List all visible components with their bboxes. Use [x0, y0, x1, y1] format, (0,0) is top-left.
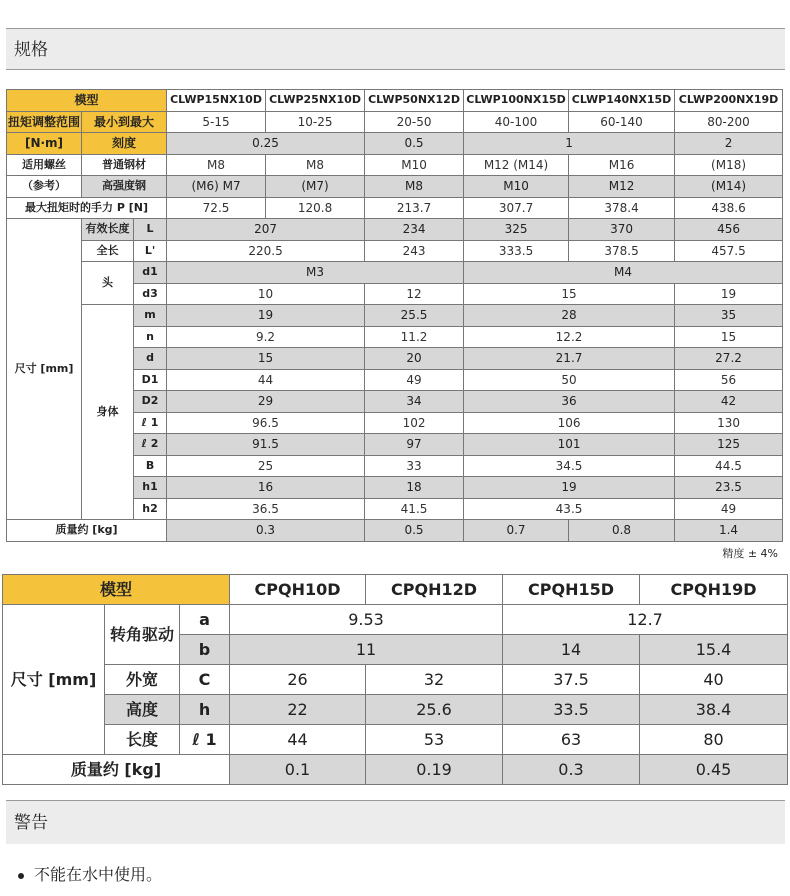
table-cell: 5-15 — [167, 111, 266, 133]
symbol-m: m — [134, 305, 167, 327]
table-cell: 36.5 — [167, 498, 365, 520]
symbol-B: B — [134, 455, 167, 477]
table-cell: 25.5 — [365, 305, 464, 327]
table-cell: 44.5 — [675, 455, 783, 477]
table-cell: 34 — [365, 391, 464, 413]
table-cell: 243 — [365, 240, 464, 262]
table-row — [3, 575, 788, 605]
table-cell: 34.5 — [464, 455, 675, 477]
table-cell: 49 — [365, 369, 464, 391]
table-cell: 91.5 — [167, 434, 365, 456]
head-label: 头 — [82, 262, 134, 305]
symbol-h1: h1 — [134, 477, 167, 499]
table-cell: 19 — [464, 477, 675, 499]
table-row — [3, 755, 788, 785]
table-cell: 12 — [365, 283, 464, 305]
model-name: CLWP25NX10D — [266, 90, 365, 112]
table-cell: 12.7 — [503, 605, 788, 635]
mass-label: 质量约 [kg] — [3, 755, 230, 785]
table-row — [7, 176, 783, 198]
table-cell: (M6) M7 — [167, 176, 266, 198]
warning-section-header — [6, 800, 785, 844]
drive-label: 转角驱动 — [105, 605, 180, 665]
table-cell: 457.5 — [675, 240, 783, 262]
table-cell: 120.8 — [266, 197, 365, 219]
table-cell: 10 — [167, 283, 365, 305]
table-cell: 27.2 — [675, 348, 783, 370]
table-cell: 41.5 — [365, 498, 464, 520]
model-name: CLWP50NX12D — [365, 90, 464, 112]
torque-range-label: 扭矩调整范围 — [7, 111, 82, 133]
table-cell: 15 — [464, 283, 675, 305]
table-cell: 101 — [464, 434, 675, 456]
symbol-L: L — [134, 219, 167, 241]
max-force-label: 最大扭矩时的手力 P [N] — [7, 197, 167, 219]
spec-section-header — [6, 28, 785, 70]
symbol-l2: ℓ 2 — [134, 434, 167, 456]
height-label: 高度 — [105, 695, 180, 725]
table-cell: 44 — [167, 369, 365, 391]
table-cell: 25 — [167, 455, 365, 477]
table-cell: 43.5 — [464, 498, 675, 520]
table-cell: 49 — [675, 498, 783, 520]
table-cell: 15 — [675, 326, 783, 348]
table-cell: 106 — [464, 412, 675, 434]
table-cell: 12.2 — [464, 326, 675, 348]
table-cell: M8 — [167, 154, 266, 176]
table-row — [7, 133, 783, 155]
table-cell: 33 — [365, 455, 464, 477]
model-name: CLWP140NX15D — [569, 90, 675, 112]
spec-section-title: 规格 — [14, 40, 48, 60]
torque-unit-label: [N·m] — [7, 133, 82, 155]
warning-list — [18, 862, 162, 885]
table-cell: 20 — [365, 348, 464, 370]
table-cell: 80-200 — [675, 111, 783, 133]
table-cell: 72.5 — [167, 197, 266, 219]
model-header: 模型 — [3, 575, 230, 605]
table-cell: 0.19 — [366, 755, 503, 785]
symbol-l1: ℓ 1 — [180, 725, 230, 755]
mass-label: 质量约 [kg] — [7, 520, 167, 542]
symbol-b: b — [180, 635, 230, 665]
table-cell: 213.7 — [365, 197, 464, 219]
table-cell: 53 — [366, 725, 503, 755]
symbol-a: a — [180, 605, 230, 635]
table-cell: 2 — [675, 133, 783, 155]
table-cell: 33.5 — [503, 695, 640, 725]
table-cell: 325 — [464, 219, 569, 241]
table-cell: 234 — [365, 219, 464, 241]
table-cell: M8 — [365, 176, 464, 198]
table-cell: (M14) — [675, 176, 783, 198]
model-name: CPQH19D — [640, 575, 788, 605]
table-row — [7, 262, 783, 284]
table-cell: 102 — [365, 412, 464, 434]
table-cell: 18 — [365, 477, 464, 499]
table-cell: 0.1 — [230, 755, 366, 785]
bullet-icon — [18, 873, 24, 879]
table-cell: 16 — [167, 477, 365, 499]
model-name: CLWP200NX19D — [675, 90, 783, 112]
table-cell: 0.5 — [365, 520, 464, 542]
table-cell: 333.5 — [464, 240, 569, 262]
length-label: 长度 — [105, 725, 180, 755]
table-cell: M10 — [464, 176, 569, 198]
wrench-spec-table — [6, 89, 783, 542]
table-cell: M10 — [365, 154, 464, 176]
table-cell: 15 — [167, 348, 365, 370]
table-cell: 9.53 — [230, 605, 503, 635]
normal-steel-label: 普通钢材 — [82, 154, 167, 176]
table-cell: 32 — [366, 665, 503, 695]
high-steel-label: 高强度钢 — [82, 176, 167, 198]
table-row — [3, 695, 788, 725]
table-row — [3, 605, 788, 635]
table-cell: 0.7 — [464, 520, 569, 542]
dimension-label: 尺寸 [mm] — [7, 219, 82, 520]
table-cell: M8 — [266, 154, 365, 176]
table-cell: 307.7 — [464, 197, 569, 219]
table-cell: 220.5 — [167, 240, 365, 262]
accuracy-note: 精度 ± 4% — [722, 547, 778, 560]
table-cell: 370 — [569, 219, 675, 241]
table-cell: M16 — [569, 154, 675, 176]
table-cell: 0.25 — [167, 133, 365, 155]
symbol-d1: d1 — [134, 262, 167, 284]
table-cell: 29 — [167, 391, 365, 413]
table-cell: 28 — [464, 305, 675, 327]
table-cell: 20-50 — [365, 111, 464, 133]
table-cell: 19 — [167, 305, 365, 327]
total-length-label: 全长 — [82, 240, 134, 262]
symbol-h: h — [180, 695, 230, 725]
table-cell: M3 — [167, 262, 464, 284]
table-cell: 63 — [503, 725, 640, 755]
dimension-label: 尺寸 [mm] — [3, 605, 105, 755]
table-cell: 96.5 — [167, 412, 365, 434]
list-item: 不能在水中使用。 — [34, 865, 163, 884]
table-cell: 125 — [675, 434, 783, 456]
symbol-d: d — [134, 348, 167, 370]
table-cell: 42 — [675, 391, 783, 413]
table-cell: (M18) — [675, 154, 783, 176]
effective-length-label: 有效长度 — [82, 219, 134, 241]
table-row — [7, 154, 783, 176]
table-row — [3, 725, 788, 755]
table-cell: 50 — [464, 369, 675, 391]
table-cell: 60-140 — [569, 111, 675, 133]
table-cell: (M7) — [266, 176, 365, 198]
table-cell: 1.4 — [675, 520, 783, 542]
table-cell: 97 — [365, 434, 464, 456]
model-name: CPQH15D — [503, 575, 640, 605]
bolt-label: 适用螺丝 — [7, 154, 82, 176]
table-cell: 207 — [167, 219, 365, 241]
table-cell: 15.4 — [640, 635, 788, 665]
table-row — [7, 219, 783, 241]
table-cell: 11 — [230, 635, 503, 665]
width-label: 外宽 — [105, 665, 180, 695]
table-row — [7, 197, 783, 219]
table-cell: 36 — [464, 391, 675, 413]
model-name: CLWP100NX15D — [464, 90, 569, 112]
table-cell: 38.4 — [640, 695, 788, 725]
model-header: 模型 — [7, 90, 167, 112]
table-row — [7, 90, 783, 112]
symbol-n: n — [134, 326, 167, 348]
table-cell: 19 — [675, 283, 783, 305]
table-cell: 0.45 — [640, 755, 788, 785]
table-cell: 0.3 — [167, 520, 365, 542]
table-row — [7, 240, 783, 262]
table-cell: 26 — [230, 665, 366, 695]
table-cell: M12 (M14) — [464, 154, 569, 176]
table-cell: 25.6 — [366, 695, 503, 725]
symbol-C: C — [180, 665, 230, 695]
table-cell: 378.4 — [569, 197, 675, 219]
table-cell: 0.5 — [365, 133, 464, 155]
table-cell: 35 — [675, 305, 783, 327]
symbol-D2: D2 — [134, 391, 167, 413]
table-cell: 0.8 — [569, 520, 675, 542]
min-max-label: 最小到最大 — [82, 111, 167, 133]
table-cell: 10-25 — [266, 111, 365, 133]
table-cell: 23.5 — [675, 477, 783, 499]
table-cell: M4 — [464, 262, 783, 284]
table-cell: 56 — [675, 369, 783, 391]
model-name: CPQH12D — [366, 575, 503, 605]
bolt-reference-label: （参考） — [7, 176, 82, 198]
table-row — [7, 305, 783, 327]
model-name: CLWP15NX10D — [167, 90, 266, 112]
model-name: CPQH10D — [230, 575, 366, 605]
socket-spec-table — [2, 574, 788, 785]
table-cell: 11.2 — [365, 326, 464, 348]
warning-section-title: 警告 — [14, 813, 48, 833]
table-cell: 80 — [640, 725, 788, 755]
table-cell: 14 — [503, 635, 640, 665]
table-cell: 9.2 — [167, 326, 365, 348]
table-cell: 0.3 — [503, 755, 640, 785]
table-cell: 21.7 — [464, 348, 675, 370]
table-cell: 40 — [640, 665, 788, 695]
symbol-L-prime: L' — [134, 240, 167, 262]
table-row — [3, 665, 788, 695]
table-cell: 378.5 — [569, 240, 675, 262]
table-cell: 40-100 — [464, 111, 569, 133]
table-cell: 456 — [675, 219, 783, 241]
table-cell: 44 — [230, 725, 366, 755]
table-cell: M12 — [569, 176, 675, 198]
table-cell: 22 — [230, 695, 366, 725]
symbol-D1: D1 — [134, 369, 167, 391]
table-row — [7, 111, 783, 133]
symbol-h2: h2 — [134, 498, 167, 520]
table-cell: 37.5 — [503, 665, 640, 695]
scale-label: 刻度 — [82, 133, 167, 155]
table-cell: 1 — [464, 133, 675, 155]
body-label: 身体 — [82, 305, 134, 520]
table-cell: 130 — [675, 412, 783, 434]
symbol-l1: ℓ 1 — [134, 412, 167, 434]
table-cell: 438.6 — [675, 197, 783, 219]
symbol-d3: d3 — [134, 283, 167, 305]
table-row — [7, 520, 783, 542]
